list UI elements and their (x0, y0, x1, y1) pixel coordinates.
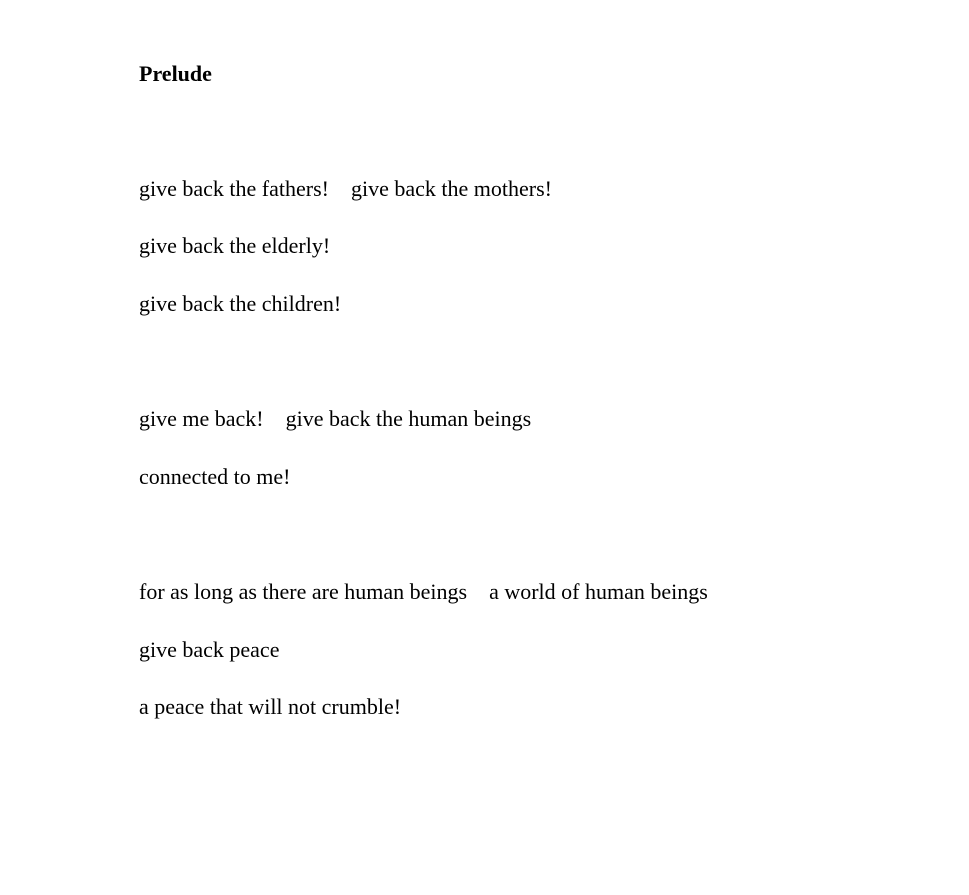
stanza-3-line-3: a peace that will not crumble! (139, 694, 402, 719)
stanza-2-line-1-part-b: give back the human beings (285, 406, 532, 431)
stanza-1-line-1 (139, 175, 552, 203)
stanza-1-line-2: give back the elderly! (139, 233, 331, 258)
stanza-1-line-3: give back the children! (139, 291, 342, 316)
stanza-1-line-1-part-b: give back the mothers! (350, 176, 552, 201)
stanza-3-line-1-part-a: for as long as there are human beings (139, 579, 468, 604)
stanza-2-line-2: connected to me! (139, 464, 291, 489)
stanza-3-line-1-part-b: a world of human beings (489, 579, 708, 604)
stanza-1-line-1-part-a: give back the fathers! (139, 176, 329, 201)
poem-title: Prelude (139, 61, 212, 86)
stanza-3-line-1 (139, 578, 708, 606)
stanza-3-line-2: give back peace (139, 637, 280, 662)
stanza-2-line-1-part-a: give me back! (139, 406, 264, 431)
stanza-2-line-1 (139, 405, 531, 433)
